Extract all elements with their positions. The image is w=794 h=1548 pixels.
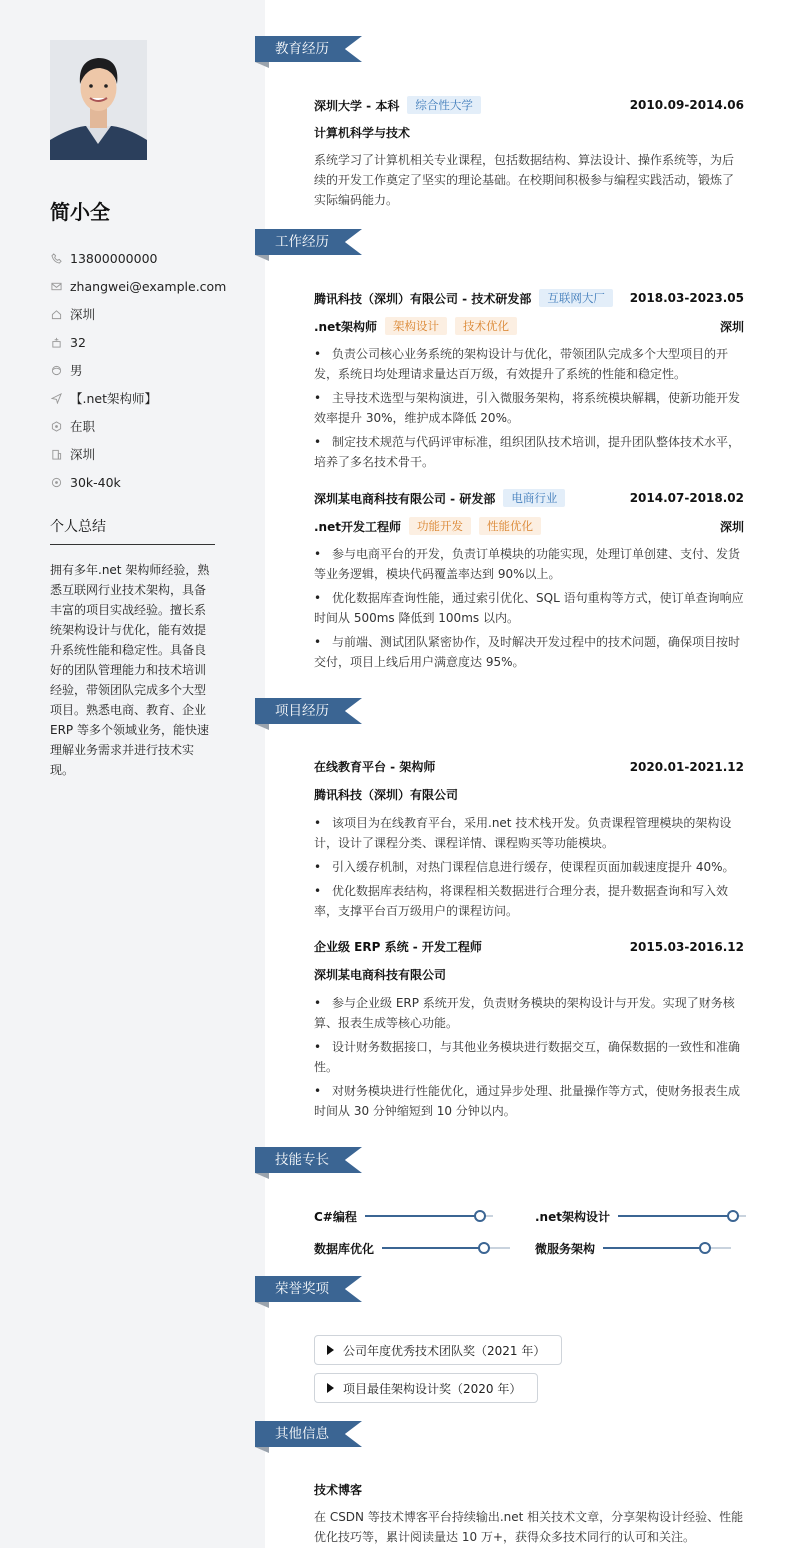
salary-icon bbox=[50, 476, 62, 488]
work-2-role-row bbox=[314, 517, 744, 535]
list-item: • 主导技术选型与架构演进，引入微服务架构，将系统模块解耦，使新功能开发效率提升 30%，维护成本降低 20%。 bbox=[314, 388, 744, 428]
section-header-education bbox=[255, 36, 365, 68]
section-title: 技能专长 bbox=[275, 1152, 329, 1168]
school-name: 深圳大学 - 本科 bbox=[314, 98, 400, 113]
info-email: zhangwei@example.com bbox=[50, 272, 240, 300]
skill-level-fill bbox=[365, 1215, 480, 1217]
phone-icon bbox=[50, 252, 62, 264]
info-age: 32 bbox=[50, 328, 240, 356]
other-description: 在 CSDN 等技术博客平台持续输出.net 相关技术文章，分享架构设计经验、性能优化技巧等，累计阅读量达 10 万+，获得众多技术同行的认可和关注。 bbox=[314, 1510, 744, 1544]
info-gender: 男 bbox=[50, 356, 240, 384]
sidebar bbox=[0, 0, 265, 1548]
award-label: 项目最佳架构设计奖（2020 年） bbox=[343, 1381, 522, 1396]
project-1-header-row bbox=[314, 758, 744, 775]
section-title: 其他信息 bbox=[275, 1426, 329, 1442]
info-city: 深圳 bbox=[50, 440, 240, 468]
send-icon bbox=[50, 392, 62, 404]
work-1-role-row bbox=[314, 317, 744, 335]
project-1-bullets bbox=[314, 813, 744, 925]
education-major-row bbox=[314, 124, 744, 141]
role-tag: 性能优化 bbox=[479, 517, 541, 535]
list-item: • 设计财务数据接口，与其他业务模块进行数据交互，确保数据的一致性和准确性。 bbox=[314, 1037, 744, 1077]
skill-level-fill bbox=[382, 1247, 484, 1249]
skill-name: .net架构设计 bbox=[535, 1209, 610, 1224]
list-item: • 优化数据库表结构，将课程相关数据进行合理分表，提升数据查询和写入效率，支撑平台百万级用户的课程访问。 bbox=[314, 881, 744, 921]
job-role: .net开发工程师 bbox=[314, 519, 401, 534]
skill-slider bbox=[618, 1215, 746, 1217]
skill-level-knob bbox=[474, 1210, 486, 1222]
skill-slider bbox=[382, 1247, 510, 1249]
project-company: 深圳某电商科技有限公司 bbox=[314, 968, 447, 982]
work-2-header-row bbox=[314, 489, 744, 507]
section-header-skills bbox=[255, 1147, 365, 1179]
skill-level-knob bbox=[727, 1210, 739, 1222]
work-city: 深圳 bbox=[719, 319, 744, 334]
project-period: 2020.01-2021.12 bbox=[629, 759, 744, 774]
project-company: 腾讯科技（深圳）有限公司 bbox=[314, 788, 459, 802]
award-item[interactable] bbox=[314, 1335, 562, 1365]
skill-name: C#编程 bbox=[314, 1209, 357, 1224]
project-2-bullets bbox=[314, 993, 744, 1125]
info-target-role: 【.net架构师】 bbox=[50, 384, 240, 412]
work-city: 深圳 bbox=[719, 519, 744, 534]
section-header-awards bbox=[255, 1276, 365, 1308]
role-tag: 技术优化 bbox=[455, 317, 517, 335]
list-item: • 与前端、测试团队紧密协作，及时解决开发过程中的技术问题，确保项目按时交付，项目上线后用户满意度达 95%。 bbox=[314, 632, 744, 672]
skill-name: 数据库优化 bbox=[314, 1241, 375, 1256]
skill-slider bbox=[603, 1247, 731, 1249]
job-role: .net架构师 bbox=[314, 319, 377, 334]
section-title: 荣誉奖项 bbox=[275, 1281, 329, 1297]
skill-level-fill bbox=[618, 1215, 733, 1217]
skill-item bbox=[314, 1208, 493, 1224]
building-icon bbox=[50, 448, 62, 460]
role-tag: 架构设计 bbox=[385, 317, 447, 335]
section-header-work bbox=[255, 229, 365, 261]
section-title: 项目经历 bbox=[275, 703, 329, 719]
project-2-header-row bbox=[314, 938, 744, 955]
info-status: 在职 bbox=[50, 412, 240, 440]
info-location: 深圳 bbox=[50, 300, 240, 328]
work-2-bullets bbox=[314, 544, 744, 676]
other-title-row bbox=[314, 1481, 744, 1498]
section-title: 教育经历 bbox=[275, 41, 329, 57]
skill-level-knob bbox=[478, 1242, 490, 1254]
skill-item bbox=[535, 1240, 731, 1256]
section-title: 工作经历 bbox=[275, 234, 329, 250]
skill-item bbox=[535, 1208, 746, 1224]
skill-level-fill bbox=[603, 1247, 705, 1249]
major: 计算机科学与技术 bbox=[314, 126, 411, 140]
education-period: 2010.09-2014.06 bbox=[629, 98, 744, 112]
mail-icon bbox=[50, 280, 62, 292]
education-description: 系统学习了计算机相关专业课程，包括数据结构、算法设计、操作系统等，为后续的开发工作奠定了坚实的理论基础。在校期间积极参与编程实践活动，锻炼了实际编码能力。 bbox=[314, 153, 735, 207]
work-period: 2014.07-2018.02 bbox=[629, 491, 744, 505]
play-triangle-icon bbox=[327, 1383, 334, 1393]
company-name: 深圳某电商科技有限公司 - 研发部 bbox=[314, 491, 496, 506]
summary-text: 拥有多年.net 架构师经验，熟悉互联网行业技术架构，具备丰富的项目实战经验。擅长系统架构设计与优化，能有效提升系统性能和稳定性。具备良好的团队管理能力和技术培训经验，带领团队完成多个大型项目。熟悉电商、教育、企业 ERP 等多个领域业务，能快速理解业务需求并进行技术实现。 bbox=[50, 563, 210, 777]
skill-name: 微服务架构 bbox=[535, 1241, 596, 1256]
list-item: • 对财务模块进行性能优化，通过异步处理、批量操作等方式，使财务报表生成时间从 30 分钟缩短到 10 分钟以内。 bbox=[314, 1081, 744, 1121]
info-phone: 13800000000 bbox=[50, 244, 240, 272]
skill-item bbox=[314, 1240, 510, 1256]
school-tag: 综合性大学 bbox=[407, 96, 481, 114]
project-title: 在线教育平台 - 架构师 bbox=[314, 760, 436, 774]
other-title: 技术博客 bbox=[314, 1483, 363, 1497]
section-header-projects bbox=[255, 698, 365, 730]
list-item: • 引入缓存机制，对热门课程信息进行缓存，使课程页面加载速度提升 40%。 bbox=[314, 857, 744, 877]
skill-slider bbox=[365, 1215, 493, 1217]
skill-level-knob bbox=[699, 1242, 711, 1254]
play-triangle-icon bbox=[327, 1345, 334, 1355]
project-period: 2015.03-2016.12 bbox=[629, 939, 744, 954]
project-title: 企业级 ERP 系统 - 开发工程师 bbox=[314, 940, 482, 954]
list-item: • 参与电商平台的开发，负责订单模块的功能实现，处理订单创建、支付、发货等业务逻辑，模块代码覆盖率达到 90%以上。 bbox=[314, 544, 744, 584]
work-1-bullets bbox=[314, 344, 744, 476]
section-header-other bbox=[255, 1421, 365, 1453]
summary-divider bbox=[50, 544, 215, 545]
list-item: • 该项目为在线教育平台，采用.net 技术栈开发。负责课程管理模块的架构设计，设计了课程分类、课程详情、课程购买等功能模块。 bbox=[314, 813, 744, 853]
project-2-company-row bbox=[314, 966, 744, 983]
education-header-row bbox=[314, 96, 744, 114]
profile-photo bbox=[50, 40, 147, 160]
work-period: 2018.03-2023.05 bbox=[629, 291, 744, 305]
role-tag: 功能开发 bbox=[409, 517, 471, 535]
info-salary: 30k-40k bbox=[50, 468, 240, 496]
work-1-header-row bbox=[314, 289, 744, 307]
company-name: 腾讯科技（深圳）有限公司 - 技术研发部 bbox=[314, 291, 532, 306]
list-item: • 优化数据库查询性能，通过索引优化、SQL 语句重构等方式，使订单查询响应时间从 500ms 降低到 100ms 以内。 bbox=[314, 588, 744, 628]
age-icon bbox=[50, 336, 62, 348]
company-tag: 互联网大厂 bbox=[539, 289, 613, 307]
award-label: 公司年度优秀技术团队奖（2021 年） bbox=[343, 1343, 546, 1358]
candidate-name: 简小全 bbox=[50, 200, 110, 224]
award-item[interactable] bbox=[314, 1373, 538, 1403]
company-tag: 电商行业 bbox=[503, 489, 565, 507]
contact-info-list bbox=[50, 244, 240, 496]
status-icon bbox=[50, 420, 62, 432]
summary-title: 个人总结 bbox=[50, 519, 106, 535]
list-item: • 制定技术规范与代码评审标准，组织团队技术培训，提升团队整体技术水平，培养了多名技术骨干。 bbox=[314, 432, 744, 472]
gender-icon bbox=[50, 364, 62, 376]
project-1-company-row bbox=[314, 786, 744, 803]
list-item: • 参与企业级 ERP 系统开发，负责财务模块的架构设计与开发。实现了财务核算、报表生成等核心功能。 bbox=[314, 993, 744, 1033]
home-icon bbox=[50, 308, 62, 320]
list-item: • 负责公司核心业务系统的架构设计与优化，带领团队完成多个大型项目的开发，系统日均处理请求量达百万级，有效提升了系统的性能和稳定性。 bbox=[314, 344, 744, 384]
